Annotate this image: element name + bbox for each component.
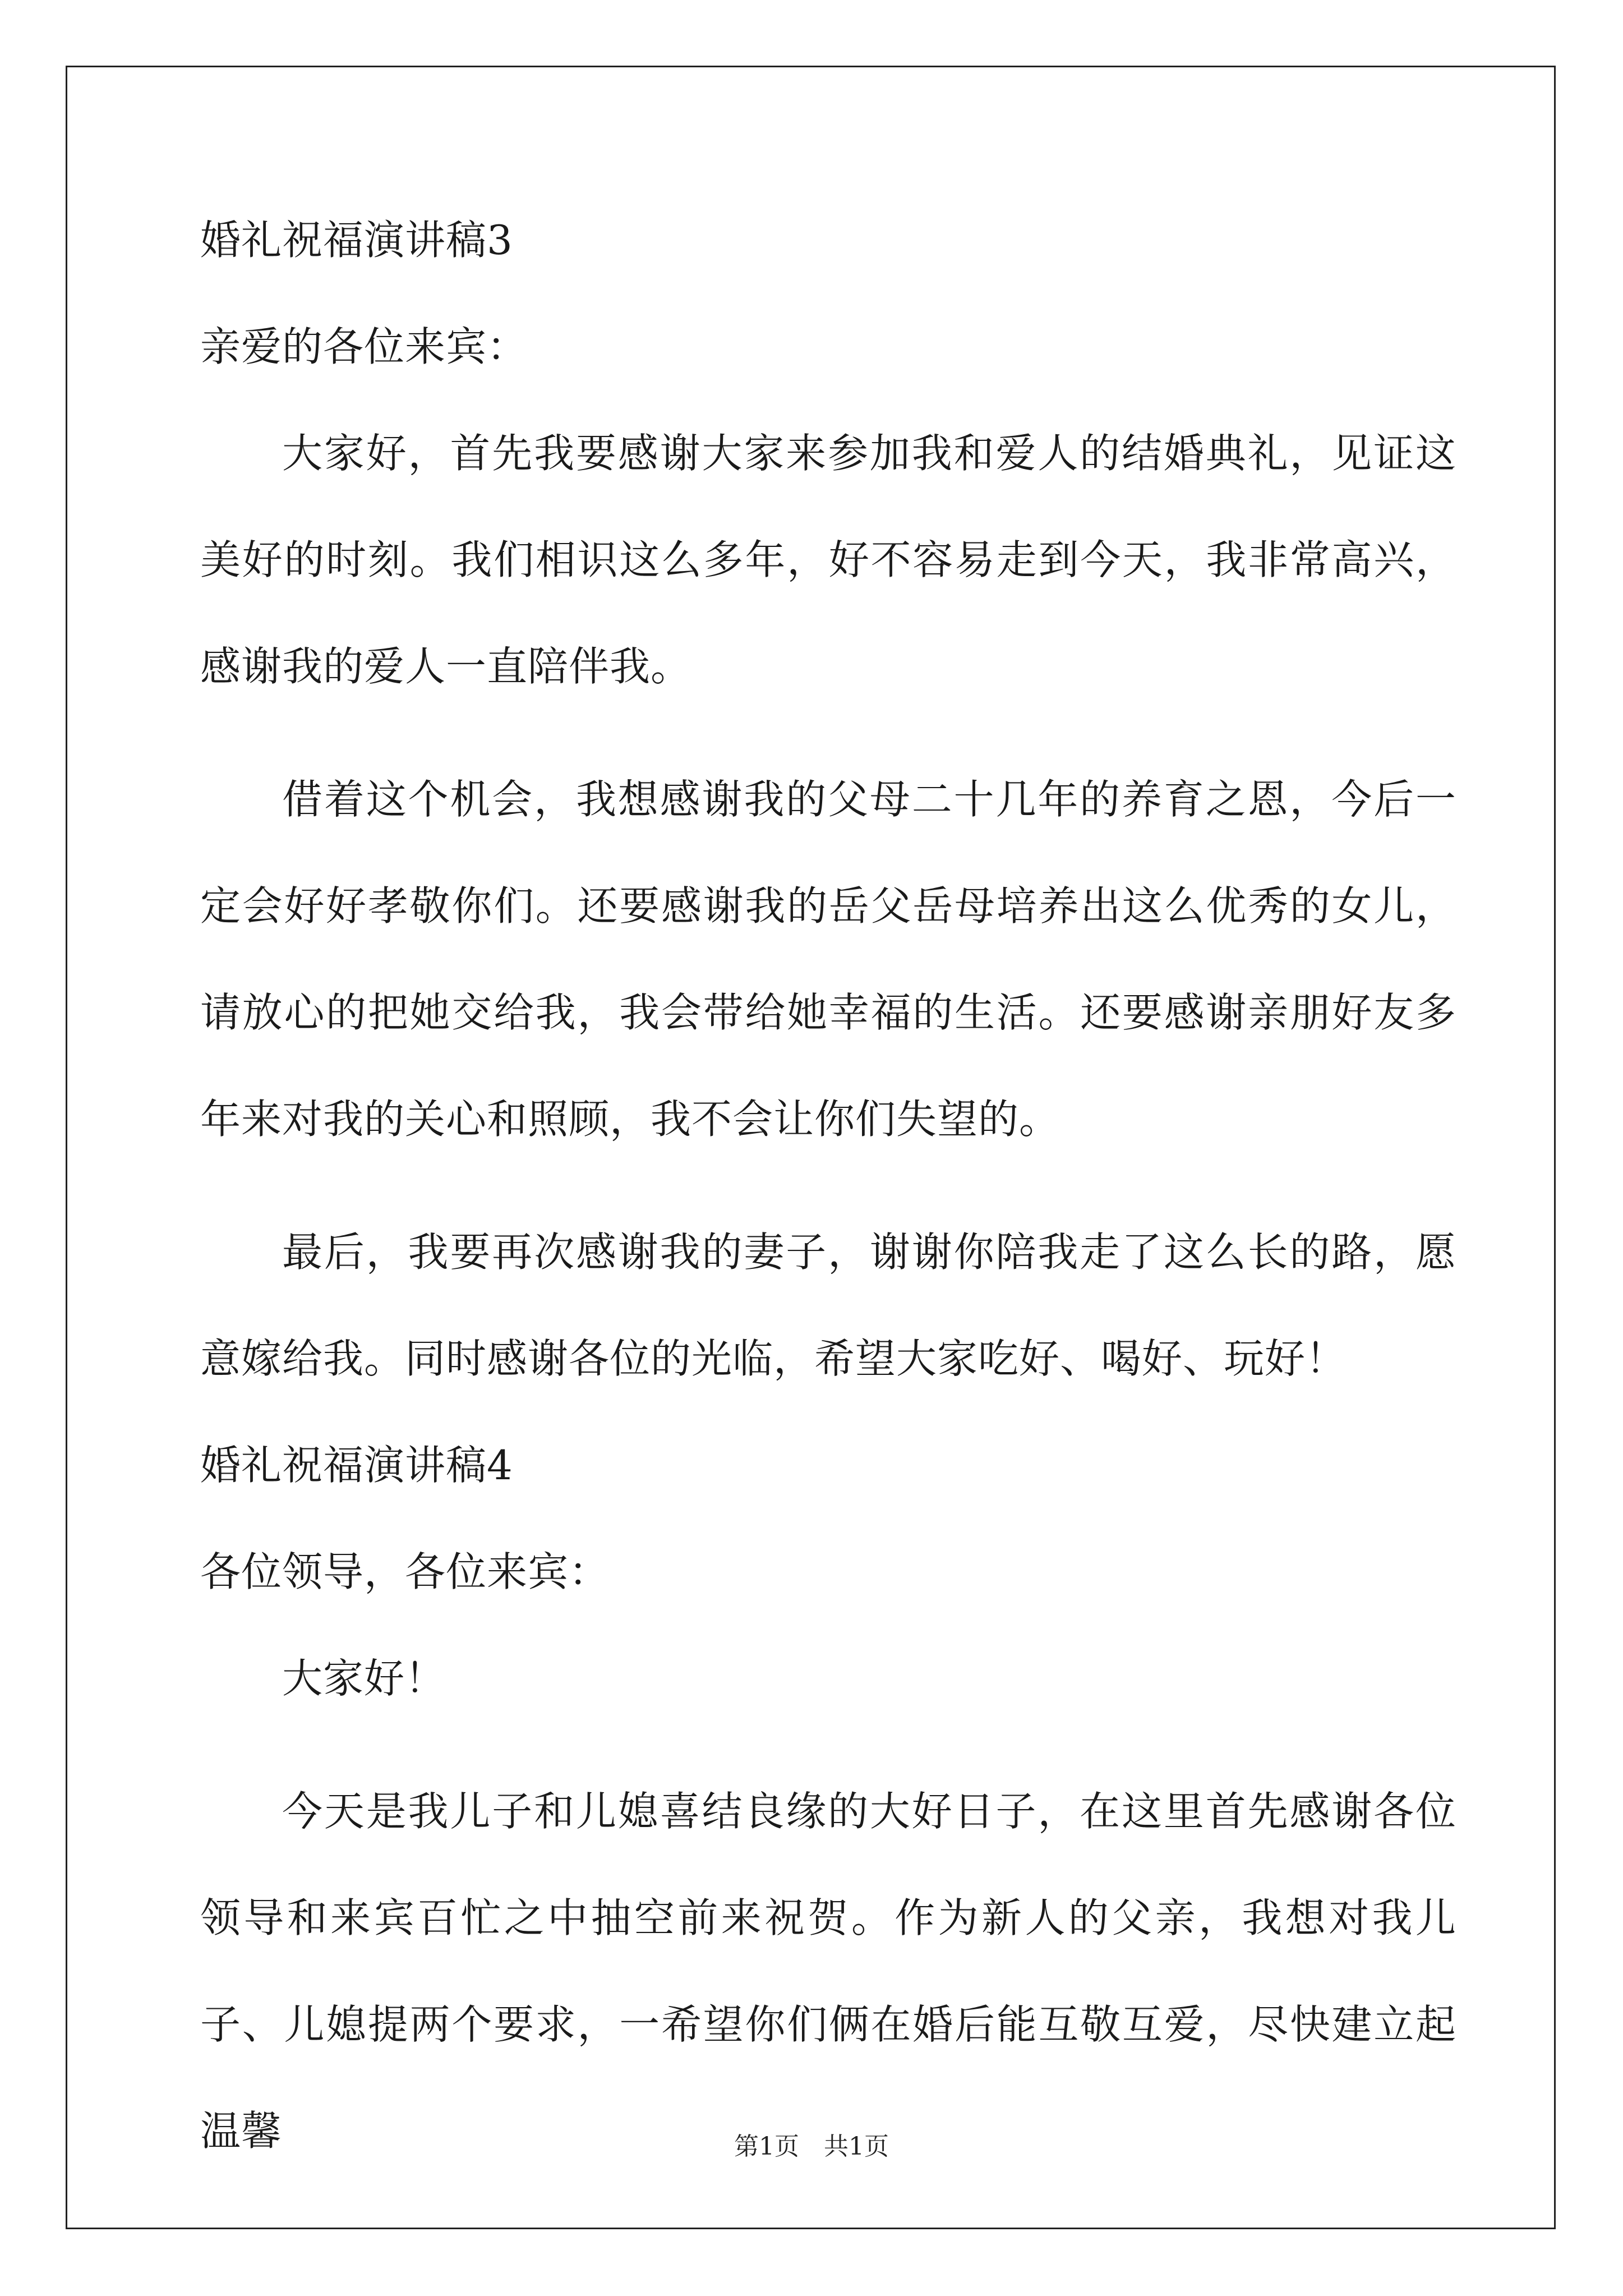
salutation: 亲爱的各位来宾： [200,323,528,370]
paragraph: 最后，我要再次感谢我的妻子，谢谢你陪我走了这么长的路，愿意嫁给我。同时感谢各位的光临，希望大家吃好、喝好、玩好！ [200,1228,1456,1382]
paragraph: 大家好！ [282,1655,446,1702]
paragraph: 大家好，首先我要感谢大家来参加我和爱人的结婚典礼，见证这美好的时刻。我们相识这么多年，好不容易走到今天，我非常高兴，感谢我的爱人一直陪伴我。 [200,430,1456,690]
page-footer: 第1页 共1页 [734,2132,889,2161]
section-title: 婚礼祝福演讲稿3 [200,217,513,264]
paragraph: 今天是我儿子和儿媳喜结良缘的大好日子，在这里首先感谢各位领导和来宾百忙之中抽空前来祝贺。作为新人的父亲，我想对我儿子、儿媳提两个要求，一希望你们俩在婚后能互敬互爱，尽快建立起温馨 [200,1788,1456,2155]
paragraph: 借着这个机会，我想感谢我的父母二十几年的养育之恩，今后一定会好好孝敬你们。还要感谢我的岳父岳母培养出这么优秀的女儿，请放心的把她交给我，我会带给她幸福的生活。还要感谢亲朋好友多年来对我的关心和照顾，我不会让你们失望的。 [200,776,1456,1143]
salutation: 各位领导，各位来宾： [200,1548,610,1595]
document-body [200,213,1456,2184]
section-title: 婚礼祝福演讲稿4 [200,1442,513,1489]
